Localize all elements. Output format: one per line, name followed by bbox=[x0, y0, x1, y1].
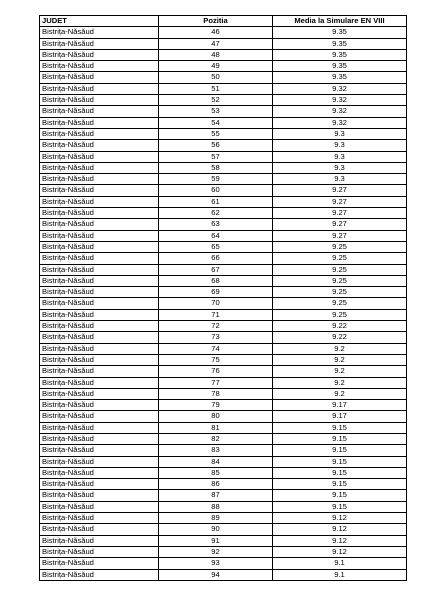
position-cell: 71 bbox=[159, 309, 273, 320]
average-cell: 9.27 bbox=[273, 196, 407, 207]
position-cell: 52 bbox=[159, 95, 273, 106]
table-row bbox=[40, 321, 407, 332]
average-cell: 9.25 bbox=[273, 287, 407, 298]
position-cell: 81 bbox=[159, 422, 273, 433]
position-cell: 91 bbox=[159, 535, 273, 546]
average-cell: 9.2 bbox=[273, 377, 407, 388]
position-cell: 72 bbox=[159, 321, 273, 332]
table-row bbox=[40, 185, 407, 196]
results-sheet bbox=[39, 15, 406, 581]
table-body bbox=[40, 27, 407, 581]
average-cell: 9.35 bbox=[273, 49, 407, 60]
county-cell: Bistrița-Năsăud bbox=[40, 298, 159, 309]
county-cell: Bistrița-Năsăud bbox=[40, 185, 159, 196]
position-cell: 73 bbox=[159, 332, 273, 343]
average-cell: 9.12 bbox=[273, 524, 407, 535]
table-row bbox=[40, 72, 407, 83]
county-cell: Bistrița-Năsăud bbox=[40, 377, 159, 388]
table-row bbox=[40, 230, 407, 241]
table-row bbox=[40, 162, 407, 173]
county-cell: Bistrița-Năsăud bbox=[40, 61, 159, 72]
county-cell: Bistrița-Năsăud bbox=[40, 287, 159, 298]
table-row bbox=[40, 298, 407, 309]
table-row bbox=[40, 95, 407, 106]
county-cell: Bistrița-Năsăud bbox=[40, 332, 159, 343]
average-cell: 9.15 bbox=[273, 490, 407, 501]
table-row bbox=[40, 38, 407, 49]
table-row bbox=[40, 128, 407, 139]
average-cell: 9.12 bbox=[273, 546, 407, 557]
county-cell: Bistrița-Năsăud bbox=[40, 501, 159, 512]
average-cell: 9.1 bbox=[273, 569, 407, 580]
table-row bbox=[40, 456, 407, 467]
average-cell: 9.15 bbox=[273, 501, 407, 512]
average-cell: 9.32 bbox=[273, 117, 407, 128]
table-row bbox=[40, 264, 407, 275]
county-cell: Bistrița-Năsăud bbox=[40, 343, 159, 354]
position-cell: 50 bbox=[159, 72, 273, 83]
average-cell: 9.25 bbox=[273, 241, 407, 252]
average-cell: 9.17 bbox=[273, 400, 407, 411]
position-cell: 64 bbox=[159, 230, 273, 241]
county-cell: Bistrița-Năsăud bbox=[40, 456, 159, 467]
average-cell: 9.32 bbox=[273, 106, 407, 117]
table-row bbox=[40, 354, 407, 365]
table-row bbox=[40, 253, 407, 264]
position-cell: 89 bbox=[159, 513, 273, 524]
position-cell: 78 bbox=[159, 388, 273, 399]
county-cell: Bistrița-Năsăud bbox=[40, 219, 159, 230]
position-cell: 58 bbox=[159, 162, 273, 173]
average-cell: 9.25 bbox=[273, 275, 407, 286]
position-cell: 54 bbox=[159, 117, 273, 128]
county-cell: Bistrița-Năsăud bbox=[40, 479, 159, 490]
average-cell: 9.27 bbox=[273, 219, 407, 230]
table-row bbox=[40, 196, 407, 207]
county-cell: Bistrița-Năsăud bbox=[40, 196, 159, 207]
average-cell: 9.15 bbox=[273, 433, 407, 444]
county-cell: Bistrița-Năsăud bbox=[40, 83, 159, 94]
county-cell: Bistrița-Năsăud bbox=[40, 117, 159, 128]
table-row bbox=[40, 309, 407, 320]
average-cell: 9.15 bbox=[273, 456, 407, 467]
table-row bbox=[40, 479, 407, 490]
county-cell: Bistrița-Năsăud bbox=[40, 569, 159, 580]
table-row bbox=[40, 151, 407, 162]
table-row bbox=[40, 388, 407, 399]
county-cell: Bistrița-Năsăud bbox=[40, 546, 159, 557]
position-cell: 46 bbox=[159, 27, 273, 38]
county-cell: Bistrița-Năsăud bbox=[40, 27, 159, 38]
position-cell: 75 bbox=[159, 354, 273, 365]
county-column-header: JUDET bbox=[40, 16, 159, 27]
county-cell: Bistrița-Năsăud bbox=[40, 208, 159, 219]
county-cell: Bistrița-Năsăud bbox=[40, 49, 159, 60]
position-cell: 86 bbox=[159, 479, 273, 490]
position-cell: 57 bbox=[159, 151, 273, 162]
average-cell: 9.3 bbox=[273, 128, 407, 139]
table-row bbox=[40, 343, 407, 354]
position-cell: 74 bbox=[159, 343, 273, 354]
table-row bbox=[40, 106, 407, 117]
average-cell: 9.12 bbox=[273, 513, 407, 524]
county-cell: Bistrița-Năsăud bbox=[40, 95, 159, 106]
table-row bbox=[40, 400, 407, 411]
average-cell: 9.1 bbox=[273, 558, 407, 569]
table-row bbox=[40, 27, 407, 38]
position-cell: 65 bbox=[159, 241, 273, 252]
table-row bbox=[40, 501, 407, 512]
position-cell: 47 bbox=[159, 38, 273, 49]
position-cell: 56 bbox=[159, 140, 273, 151]
average-cell: 9.22 bbox=[273, 332, 407, 343]
header-row bbox=[40, 16, 407, 27]
table-row bbox=[40, 140, 407, 151]
position-cell: 70 bbox=[159, 298, 273, 309]
average-cell: 9.22 bbox=[273, 321, 407, 332]
average-cell: 9.15 bbox=[273, 445, 407, 456]
county-cell: Bistrița-Năsăud bbox=[40, 230, 159, 241]
average-cell: 9.3 bbox=[273, 162, 407, 173]
position-cell: 85 bbox=[159, 467, 273, 478]
county-cell: Bistrița-Năsăud bbox=[40, 264, 159, 275]
table-row bbox=[40, 117, 407, 128]
table-row bbox=[40, 275, 407, 286]
average-cell: 9.3 bbox=[273, 140, 407, 151]
table-row bbox=[40, 49, 407, 60]
average-cell: 9.12 bbox=[273, 535, 407, 546]
table-row bbox=[40, 569, 407, 580]
table-row bbox=[40, 535, 407, 546]
position-cell: 55 bbox=[159, 128, 273, 139]
table-row bbox=[40, 411, 407, 422]
average-cell: 9.3 bbox=[273, 151, 407, 162]
position-cell: 93 bbox=[159, 558, 273, 569]
table-row bbox=[40, 467, 407, 478]
county-cell: Bistrița-Năsăud bbox=[40, 106, 159, 117]
position-cell: 48 bbox=[159, 49, 273, 60]
table-row bbox=[40, 208, 407, 219]
county-cell: Bistrița-Năsăud bbox=[40, 241, 159, 252]
table-row bbox=[40, 174, 407, 185]
table-row bbox=[40, 83, 407, 94]
table-row bbox=[40, 422, 407, 433]
table-row bbox=[40, 377, 407, 388]
county-cell: Bistrița-Năsăud bbox=[40, 354, 159, 365]
average-cell: 9.2 bbox=[273, 366, 407, 377]
average-cell: 9.3 bbox=[273, 174, 407, 185]
position-cell: 77 bbox=[159, 377, 273, 388]
county-cell: Bistrița-Năsăud bbox=[40, 490, 159, 501]
table-row bbox=[40, 558, 407, 569]
average-cell: 9.25 bbox=[273, 298, 407, 309]
average-cell: 9.2 bbox=[273, 343, 407, 354]
county-cell: Bistrița-Năsăud bbox=[40, 513, 159, 524]
county-cell: Bistrița-Năsăud bbox=[40, 366, 159, 377]
table-row bbox=[40, 490, 407, 501]
average-cell: 9.15 bbox=[273, 467, 407, 478]
table-row bbox=[40, 546, 407, 557]
position-cell: 90 bbox=[159, 524, 273, 535]
table-row bbox=[40, 524, 407, 535]
table-row bbox=[40, 219, 407, 230]
table-row bbox=[40, 433, 407, 444]
average-cell: 9.32 bbox=[273, 95, 407, 106]
position-cell: 67 bbox=[159, 264, 273, 275]
county-cell: Bistrița-Năsăud bbox=[40, 411, 159, 422]
position-cell: 82 bbox=[159, 433, 273, 444]
table-row bbox=[40, 61, 407, 72]
average-cell: 9.32 bbox=[273, 83, 407, 94]
county-cell: Bistrița-Năsăud bbox=[40, 72, 159, 83]
position-cell: 59 bbox=[159, 174, 273, 185]
average-cell: 9.35 bbox=[273, 61, 407, 72]
county-cell: Bistrița-Năsăud bbox=[40, 151, 159, 162]
position-cell: 84 bbox=[159, 456, 273, 467]
table-row bbox=[40, 445, 407, 456]
average-cell: 9.15 bbox=[273, 479, 407, 490]
results-table bbox=[39, 15, 407, 581]
position-cell: 66 bbox=[159, 253, 273, 264]
position-column-header: Pozitia bbox=[159, 16, 273, 27]
position-cell: 53 bbox=[159, 106, 273, 117]
average-cell: 9.27 bbox=[273, 230, 407, 241]
county-cell: Bistrița-Năsăud bbox=[40, 422, 159, 433]
county-cell: Bistrița-Năsăud bbox=[40, 400, 159, 411]
position-cell: 87 bbox=[159, 490, 273, 501]
county-cell: Bistrița-Năsăud bbox=[40, 174, 159, 185]
average-cell: 9.25 bbox=[273, 253, 407, 264]
average-cell: 9.25 bbox=[273, 264, 407, 275]
county-cell: Bistrița-Năsăud bbox=[40, 535, 159, 546]
county-cell: Bistrița-Năsăud bbox=[40, 321, 159, 332]
table-row bbox=[40, 241, 407, 252]
county-cell: Bistrița-Năsăud bbox=[40, 524, 159, 535]
county-cell: Bistrița-Năsăud bbox=[40, 128, 159, 139]
position-cell: 79 bbox=[159, 400, 273, 411]
county-cell: Bistrița-Năsăud bbox=[40, 445, 159, 456]
position-cell: 80 bbox=[159, 411, 273, 422]
county-cell: Bistrița-Năsăud bbox=[40, 388, 159, 399]
position-cell: 76 bbox=[159, 366, 273, 377]
position-cell: 94 bbox=[159, 569, 273, 580]
position-cell: 62 bbox=[159, 208, 273, 219]
average-cell: 9.15 bbox=[273, 422, 407, 433]
position-cell: 68 bbox=[159, 275, 273, 286]
average-column-header: Media la Simulare EN VIII bbox=[273, 16, 407, 27]
average-cell: 9.27 bbox=[273, 208, 407, 219]
average-cell: 9.27 bbox=[273, 185, 407, 196]
average-cell: 9.2 bbox=[273, 388, 407, 399]
position-cell: 60 bbox=[159, 185, 273, 196]
position-cell: 88 bbox=[159, 501, 273, 512]
position-cell: 69 bbox=[159, 287, 273, 298]
county-cell: Bistrița-Năsăud bbox=[40, 38, 159, 49]
position-cell: 51 bbox=[159, 83, 273, 94]
position-cell: 92 bbox=[159, 546, 273, 557]
county-cell: Bistrița-Năsăud bbox=[40, 433, 159, 444]
position-cell: 63 bbox=[159, 219, 273, 230]
table-row bbox=[40, 332, 407, 343]
average-cell: 9.35 bbox=[273, 38, 407, 49]
county-cell: Bistrița-Năsăud bbox=[40, 275, 159, 286]
county-cell: Bistrița-Năsăud bbox=[40, 558, 159, 569]
table-row bbox=[40, 287, 407, 298]
average-cell: 9.35 bbox=[273, 72, 407, 83]
table-row bbox=[40, 366, 407, 377]
table-header bbox=[40, 16, 407, 27]
average-cell: 9.17 bbox=[273, 411, 407, 422]
average-cell: 9.25 bbox=[273, 309, 407, 320]
position-cell: 61 bbox=[159, 196, 273, 207]
county-cell: Bistrița-Năsăud bbox=[40, 140, 159, 151]
county-cell: Bistrița-Năsăud bbox=[40, 162, 159, 173]
county-cell: Bistrița-Năsăud bbox=[40, 309, 159, 320]
position-cell: 49 bbox=[159, 61, 273, 72]
average-cell: 9.2 bbox=[273, 354, 407, 365]
position-cell: 83 bbox=[159, 445, 273, 456]
county-cell: Bistrița-Năsăud bbox=[40, 253, 159, 264]
average-cell: 9.35 bbox=[273, 27, 407, 38]
table-row bbox=[40, 513, 407, 524]
county-cell: Bistrița-Năsăud bbox=[40, 467, 159, 478]
